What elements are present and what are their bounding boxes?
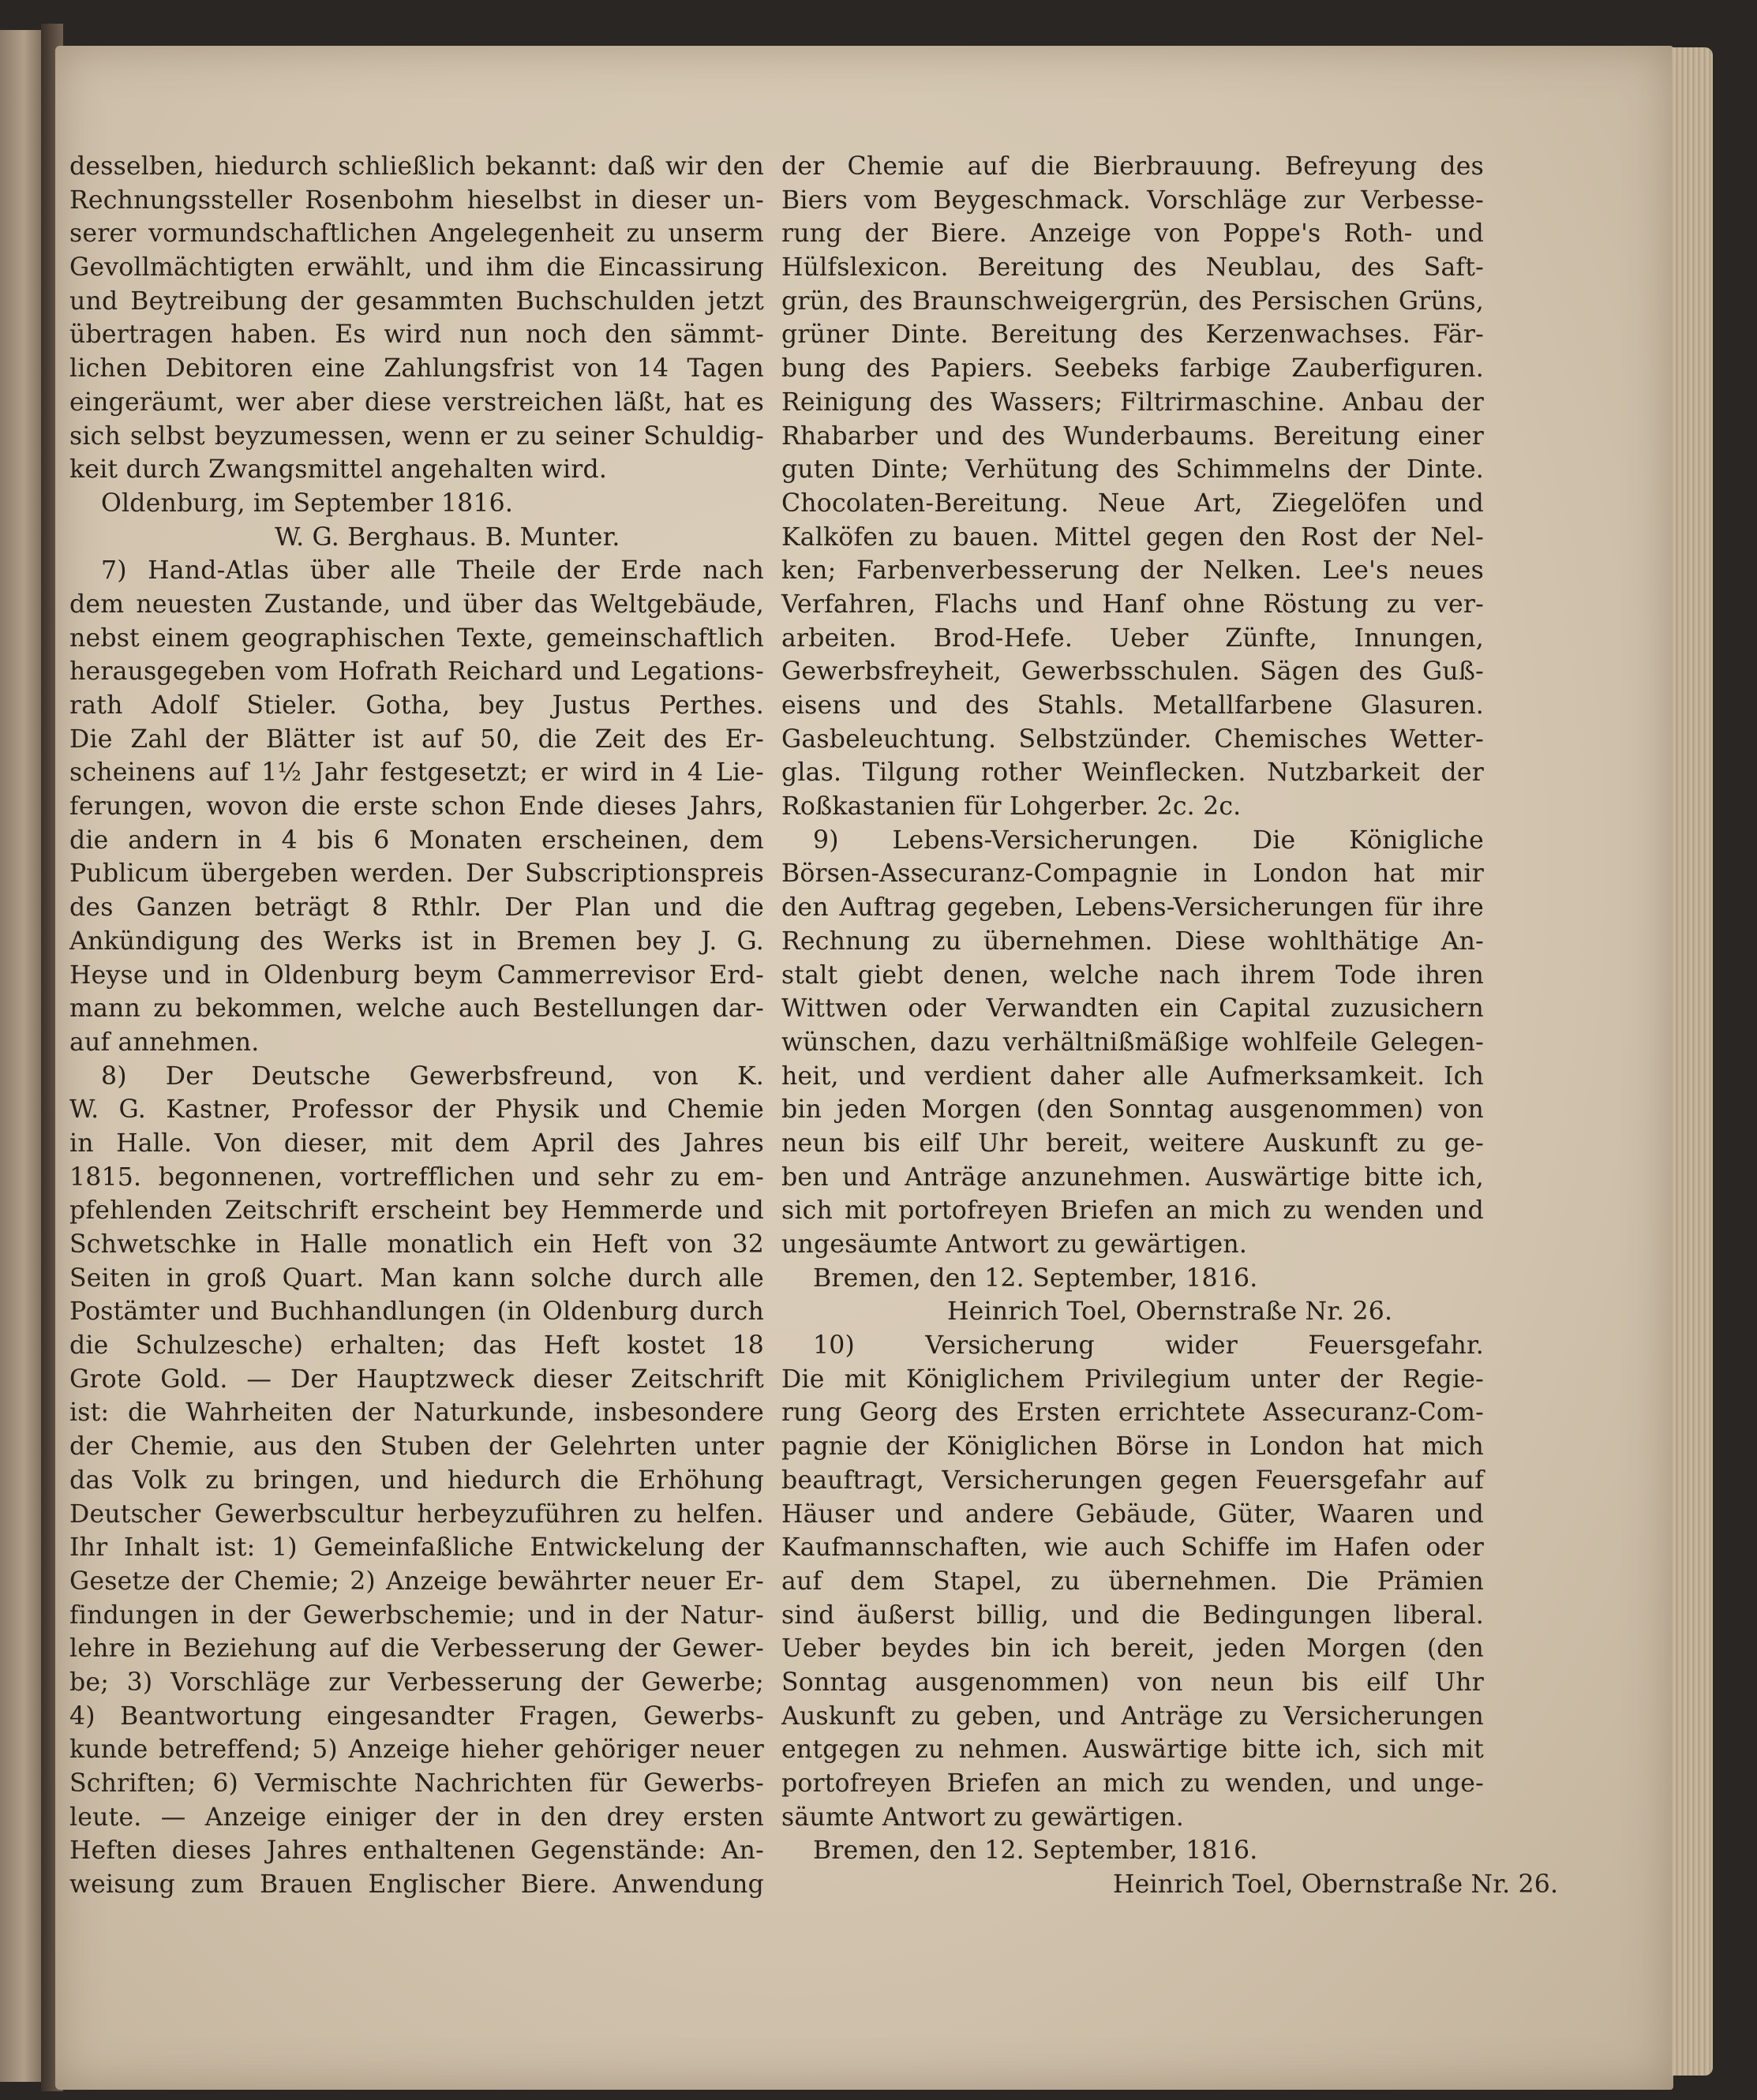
text-line: wünschen, dazu verhältnißmäßige wohlfeile Gelegen-	[781, 1028, 1484, 1057]
text-line: auf dem Stapel, zu übernehmen. Die Prämien	[781, 1567, 1484, 1596]
text-line: desselben, hiedurch schließlich bekannt: daß wir den	[69, 152, 764, 181]
text-line: beauftragt, Versicherungen gegen Feuersgefahr auf	[781, 1466, 1484, 1495]
text-line: 9) Lebens-Versicherungen. Die Königliche	[813, 825, 1484, 855]
text-line: Reinigung des Wassers; Filtrirmaschine. Anbau der	[781, 387, 1484, 417]
text-line: Kaufmannschaften, wie auch Schiffe im Hafen oder	[781, 1533, 1484, 1563]
text-line: keit durch Zwangsmittel angehalten wird.	[69, 455, 608, 485]
text-line: rung Georg des Ersten errichtete Assecuranz-Com-	[781, 1398, 1484, 1428]
text-line: Deutscher Gewerbscultur herbeyzuführen zu helfen.	[69, 1499, 764, 1529]
text-line: 8) Der Deutsche Gewerbsfreund, von K.	[101, 1061, 764, 1091]
text-line: pfehlenden Zeitschrift erscheint bey Hemmerde und	[69, 1196, 764, 1226]
text-line: Börsen-Assecuranz-Compagnie in London hat mir	[781, 859, 1484, 889]
text-line: arbeiten. Brod-Hefe. Ueber Zünfte, Innungen,	[781, 623, 1484, 653]
text-line: und Beytreibung der gesammten Buchschulden jetzt	[69, 286, 764, 316]
right-text-column	[781, 150, 1559, 1902]
text-line: ferungen, wovon die erste schon Ende dieses Jahrs,	[69, 792, 764, 822]
text-line: Rechnung zu übernehmen. Diese wohlthätige An-	[781, 926, 1484, 956]
text-line: in Halle. Von dieser, mit dem April des Jahres	[69, 1129, 764, 1158]
text-line: 10) Versicherung wider Feuersgefahr.	[813, 1331, 1484, 1361]
text-line: Rechnungssteller Rosenbohm hieselbst in dieser un-	[69, 185, 764, 215]
text-line: Schriften; 6) Vermischte Nachrichten für Gewerbs-	[69, 1769, 764, 1798]
text-line: nebst einem geographischen Texte, gemeinschaftlich	[69, 623, 764, 653]
text-line: Ueber beydes bin ich bereit, jeden Morgen (den	[781, 1634, 1484, 1664]
text-line: Rhabarber und des Wunderbaums. Bereitung einer	[781, 421, 1484, 451]
text-line: Heften dieses Jahres enthaltenen Gegenstände: An-	[69, 1836, 764, 1866]
text-line: Ankündigung des Werks ist in Bremen bey J. G.	[69, 926, 764, 956]
text-line: rung der Biere. Anzeige von Poppe's Roth- und	[781, 219, 1484, 249]
text-line: Heinrich Toel, Obernstraße Nr. 26.	[947, 1297, 1393, 1327]
text-line: Kalköfen zu bauen. Mittel gegen den Rost der Nel-	[781, 522, 1484, 552]
text-line: Verfahren, Flachs und Hanf ohne Röstung zu ver-	[781, 590, 1484, 619]
text-line: pagnie der Königlichen Börse in London hat mich	[781, 1432, 1484, 1462]
text-line: scheinens auf 1½ Jahr festgesetzt; er wird in 4 Lie-	[69, 758, 764, 788]
text-line: Gesetze der Chemie; 2) Anzeige bewährter neuer Er-	[69, 1567, 764, 1596]
text-line: eingeräumt, wer aber diese verstreichen läßt, hat es	[69, 387, 764, 417]
text-line: bung des Papiers. Seebeks farbige Zauberfiguren.	[781, 354, 1484, 384]
text-line: kunde betreffend; 5) Anzeige hieher gehöriger neuer	[69, 1735, 764, 1765]
text-line: ken; Farbenverbesserung der Nelken. Lee's neues	[781, 556, 1484, 586]
text-line: heit, und verdient daher alle Aufmerksamkeit. Ich	[781, 1061, 1484, 1091]
page-stack-edge	[1672, 47, 1713, 2076]
text-line: lichen Debitoren eine Zahlungsfrist von 14 Tagen	[69, 354, 764, 384]
text-line: Chocolaten-Bereitung. Neue Art, Ziegelöfen und	[781, 489, 1484, 518]
text-line: leute. — Anzeige einiger der in den drey ersten	[69, 1802, 764, 1832]
text-line: dem neuesten Zustande, und über das Weltgebäude,	[69, 590, 764, 619]
text-line: weisung zum Brauen Englischer Biere. Anwendung	[69, 1870, 764, 1900]
text-line: mann zu bekommen, welche auch Bestellungen dar-	[69, 994, 764, 1024]
text-line: Häuser und andere Gebäude, Güter, Waaren und	[781, 1499, 1484, 1529]
text-line: glas. Tilgung rother Weinflecken. Nutzbarkeit der	[781, 758, 1484, 788]
text-line: Gevollmächtigten erwählt, und ihm die Eincassirung	[69, 253, 764, 283]
text-line: ben und Anträge anzunehmen. Auswärtige bitte ich,	[781, 1162, 1484, 1192]
text-line: Sonntag ausgenommen) von neun bis eilf Uhr	[781, 1668, 1484, 1697]
text-line: ist: die Wahrheiten der Naturkunde, insbesondere	[69, 1398, 764, 1428]
text-line: guten Dinte; Verhütung des Schimmelns der Dinte.	[781, 455, 1484, 485]
text-line: W. G. Kastner, Professor der Physik und Chemie	[69, 1095, 764, 1125]
left-text-column	[69, 150, 764, 1902]
text-line: Gasbeleuchtung. Selbstzünder. Chemisches Wetter-	[781, 724, 1484, 754]
text-line: säumte Antwort zu gewärtigen.	[781, 1802, 1184, 1832]
text-line: stalt giebt denen, welche nach ihrem Tode ihren	[781, 960, 1484, 990]
text-line: Oldenburg, im September 1816.	[101, 489, 514, 518]
text-line: Ihr Inhalt ist: 1) Gemeinfaßliche Entwickelung der	[69, 1533, 764, 1563]
text-line: rath Adolf Stieler. Gotha, bey Justus Perthes.	[69, 691, 764, 720]
text-line: Roßkastanien für Lohgerber. 2c. 2c.	[781, 792, 1242, 822]
text-line: Wittwen oder Verwandten ein Capital zuzusichern	[781, 994, 1484, 1024]
text-line: Grote Gold. — Der Hauptzweck dieser Zeitschrift	[69, 1364, 764, 1394]
text-line: die Schulzesche) erhalten; das Heft kostet 18	[69, 1331, 764, 1361]
text-line: sind äußerst billig, und die Bedingungen liberal.	[781, 1600, 1484, 1630]
text-line: bin jeden Morgen (den Sonntag ausgenommen) von	[781, 1095, 1484, 1125]
text-line: entgegen zu nehmen. Auswärtige bitte ich, sich mit	[781, 1735, 1484, 1765]
text-line: die andern in 4 bis 6 Monaten erscheinen, dem	[69, 825, 764, 855]
text-line: portofreyen Briefen an mich zu wenden, und unge-	[781, 1769, 1484, 1798]
text-line: sich selbst beyzumessen, wenn er zu seiner Schuldig-	[69, 421, 764, 451]
text-line: Publicum übergeben werden. Der Subscriptionspreis	[69, 859, 764, 889]
text-line: Biers vom Beygeschmack. Vorschläge zur Verbesse-	[781, 185, 1484, 215]
text-line: grüner Dinte. Bereitung des Kerzenwachses. Fär-	[781, 320, 1484, 350]
text-line: 1815. begonnenen, vortrefflichen und sehr zu em-	[69, 1162, 764, 1192]
text-line: sich mit portofreyen Briefen an mich zu wenden und	[781, 1196, 1484, 1226]
text-line: der Chemie auf die Bierbrauung. Befreyung des	[781, 152, 1484, 181]
text-line: der Chemie, aus den Stuben der Gelehrten unter	[69, 1432, 764, 1462]
text-line: neun bis eilf Uhr bereit, weitere Auskunft zu ge-	[781, 1129, 1484, 1158]
text-line: Bremen, den 12. September, 1816.	[813, 1263, 1258, 1293]
text-line: auf annehmen.	[69, 1028, 260, 1057]
text-line: lehre in Beziehung auf die Verbesserung der Gewer-	[69, 1634, 764, 1664]
text-line: den Auftrag gegeben, Lebens-Versicherungen für ihre	[781, 893, 1484, 923]
text-line: W. G. Berghaus. B. Munter.	[275, 522, 620, 552]
text-line: Die mit Königlichem Privilegium unter der Regie-	[781, 1364, 1484, 1394]
text-line: Schwetschke in Halle monatlich ein Heft von 32	[69, 1230, 764, 1259]
text-line: Seiten in groß Quart. Man kann solche durch alle	[69, 1263, 764, 1293]
text-line: findungen in der Gewerbschemie; und in der Natur-	[69, 1600, 764, 1630]
previous-page-edge	[0, 30, 43, 2082]
text-line: 4) Beantwortung eingesandter Fragen, Gewerbs-	[69, 1701, 764, 1731]
text-line: herausgegeben vom Hofrath Reichard und Legations-	[69, 657, 764, 687]
text-line: be; 3) Vorschläge zur Verbesserung der Gewerbe;	[69, 1668, 764, 1697]
text-line: Postämter und Buchhandlungen (in Oldenburg durch	[69, 1297, 764, 1327]
text-line: eisens und des Stahls. Metallfarbene Glasuren.	[781, 691, 1484, 720]
text-line: ungesäumte Antwort zu gewärtigen.	[781, 1230, 1248, 1259]
text-line: Heyse und in Oldenburg beym Cammerrevisor Erd-	[69, 960, 764, 990]
text-line: Heinrich Toel, Obernstraße Nr. 26.	[1113, 1870, 1559, 1900]
text-line: grün, des Braunschweigergrün, des Persischen Grüns,	[781, 286, 1484, 316]
text-line: übertragen haben. Es wird nun noch den sämmt-	[69, 320, 764, 350]
text-line: Hülfslexicon. Bereitung des Neublau, des Saft-	[781, 253, 1484, 283]
text-line: das Volk zu bringen, und hiedurch die Erhöhung	[69, 1466, 764, 1495]
text-line: des Ganzen beträgt 8 Rthlr. Der Plan und die	[69, 893, 764, 923]
text-line: Gewerbsfreyheit, Gewerbsschulen. Sägen des Guß-	[781, 657, 1484, 687]
text-line: 7) Hand-Atlas über alle Theile der Erde nach	[101, 556, 764, 586]
text-line: Bremen, den 12. September, 1816.	[813, 1836, 1258, 1866]
text-line: serer vormundschaftlichen Angelegenheit zu unserm	[69, 219, 764, 249]
text-line: Auskunft zu geben, und Anträge zu Versicherungen	[781, 1701, 1484, 1731]
text-line: Die Zahl der Blätter ist auf 50, die Zeit des Er-	[69, 724, 764, 754]
